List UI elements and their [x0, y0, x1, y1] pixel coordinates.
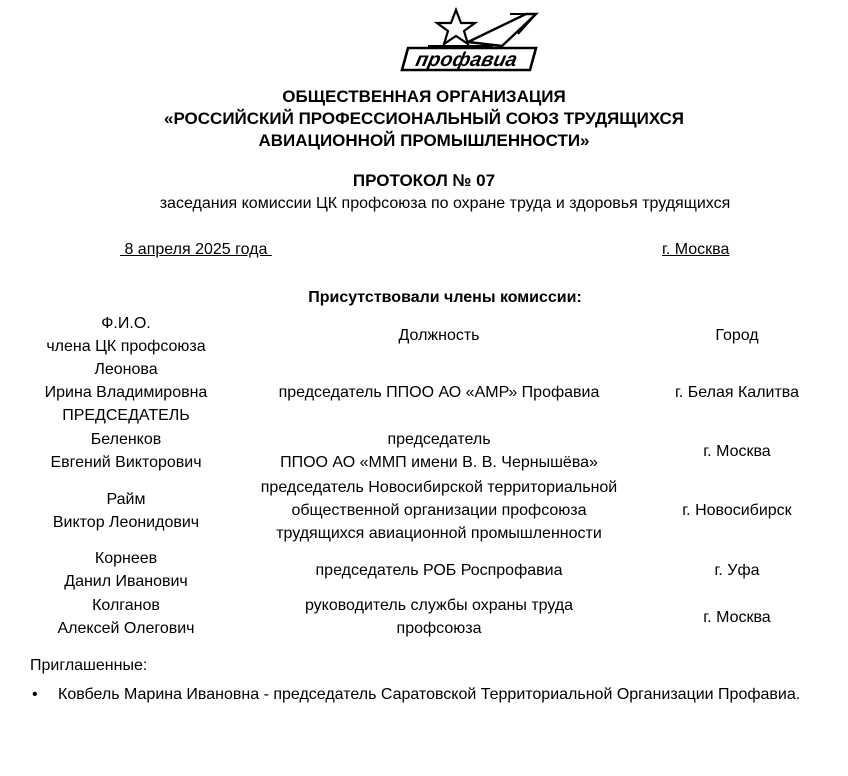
protocol-title: ПРОТОКОЛ № 07 [352, 171, 496, 190]
header-name-line-2: члена ЦК профсоюза [46, 338, 206, 355]
member-name [28, 546, 224, 594]
member-name [28, 475, 224, 546]
protocol-subtitle: заседания комиссии ЦК профсоюза по охране труда и здоровья трудящихся [159, 195, 731, 212]
member-position [224, 475, 654, 546]
table-row [28, 427, 820, 475]
header-name [28, 312, 224, 358]
header-name-line-1: Ф.И.О. [101, 315, 151, 332]
meeting-city: г. Москва [662, 241, 730, 258]
name-line: Райм [106, 490, 146, 508]
list-item [30, 683, 814, 706]
logo-text: профавиа [413, 49, 520, 71]
name-line: Алексей Олегович [57, 620, 195, 637]
table-header-row [28, 312, 820, 358]
member-city: г. Москва [703, 442, 771, 460]
name-line: Беленков [90, 431, 162, 448]
org-line-1: ОБЩЕСТВЕННАЯ ОРГАНИЗАЦИЯ [282, 87, 566, 106]
name-line: Леонова [94, 361, 158, 378]
invited-item-text: Ковбель Марина Ивановна - председатель Саратовской Территориальной Организации Профавиа. [58, 686, 801, 703]
organization-name [0, 86, 848, 152]
member-city: г. Белая Калитва [674, 384, 800, 401]
name-line: Ирина Владимировна [44, 384, 208, 401]
profavia-logo [398, 6, 548, 78]
position-line: руководитель службы охраны труда [304, 597, 574, 614]
invited-heading: Приглашенные: [30, 657, 148, 674]
member-position [224, 546, 654, 594]
position-line: ППОО АО «ММП имени В. В. Чернышёва» [280, 454, 598, 471]
position-line: председатель ППОО АО «АМР» Профавиа [278, 384, 600, 401]
name-line: ПРЕДСЕДАТЕЛЬ [62, 407, 190, 424]
position-line: общественной организации профсоюза [291, 502, 587, 519]
name-line: Корнеев [94, 550, 158, 567]
name-line: Виктор Леонидович [52, 513, 200, 531]
name-line: Евгений Викторович [50, 454, 202, 471]
member-position [224, 427, 654, 475]
org-line-2: «РОССИЙСКИЙ ПРОФЕССИОНАЛЬНЫЙ СОЮЗ ТРУДЯЩИХСЯ [163, 109, 685, 128]
position-line: трудящихся авиационной промышленности [276, 525, 602, 542]
member-name [28, 427, 224, 475]
org-line-3: АВИАЦИОННОЙ ПРОМЫШЛЕННОСТИ» [258, 131, 590, 150]
member-city: г. Новосибирск [682, 502, 792, 519]
table-row [28, 475, 820, 546]
name-line: Данил Иванович [64, 573, 188, 590]
table-row [28, 358, 820, 427]
table-row [28, 594, 820, 640]
name-line: Колганов [92, 597, 160, 614]
meeting-date: 8 апреля 2025 года [120, 241, 272, 258]
member-position [224, 358, 654, 427]
members-table [28, 312, 820, 640]
members-heading: Присутствовали члены комиссии: [308, 289, 582, 306]
position-line: председатель РОБ Роспрофавиа [315, 561, 563, 579]
member-city: г. Москва [703, 608, 771, 626]
position-line: председатель [387, 431, 491, 448]
member-city: г. Уфа [714, 561, 760, 579]
member-position [224, 594, 654, 640]
position-line: профсоюза [396, 620, 482, 637]
bullet-icon: • [32, 686, 38, 703]
member-name [28, 594, 224, 640]
member-name [28, 358, 224, 427]
logo-star-icon [437, 10, 475, 44]
invited-list [30, 683, 814, 706]
position-line: председатель Новосибирской территориальной [260, 479, 618, 496]
header-position: Должность [398, 326, 480, 344]
header-city: Город [715, 326, 759, 344]
table-row [28, 546, 820, 594]
